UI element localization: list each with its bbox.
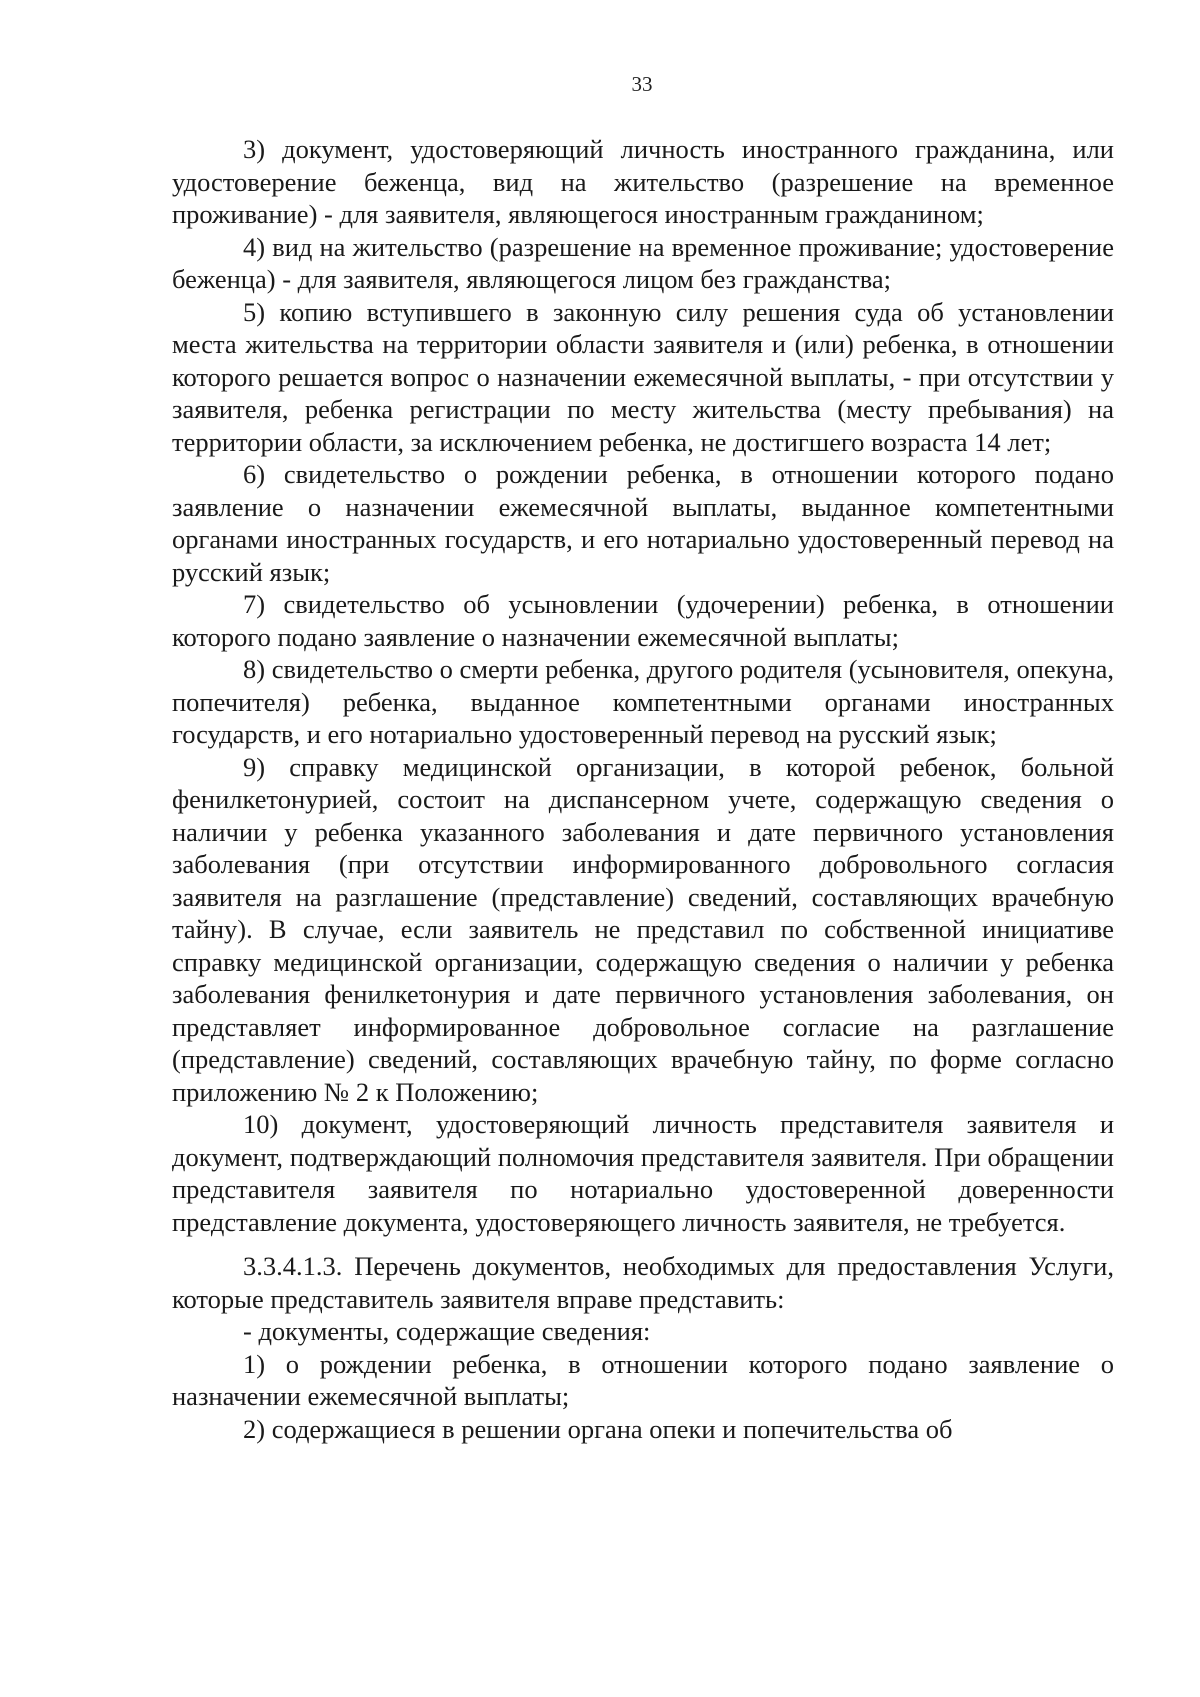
paragraph-item-6: 6) свидетельство о рождении ребенка, в отношении которого подано заявление о назначении ежемесячной выплаты, выданное компетентными органами иностранных государств, и его нотариально удостоверенный перевод на русский язык; bbox=[172, 459, 1114, 587]
paragraph-item-9: 9) справку медицинской организации, в которой ребенок, больной фенилкетонурией, состоит на диспансерном учете, содержащую сведения о наличии у ребенка указанного заболевания и дате первичного установления заболевания (при отсутствии информированного добровольного согласия заявителя на разглашение (представление) сведений, составляющих врачебную тайну). В случае, если заявитель не представил по собственной инициативе справку медицинской организации, содержащую сведения о наличии у ребенка заболевания фенилкетонурия и дате первичного установления заболевания, он представляет информированное добровольное согласие на разглашение (представление) сведений, составляющих врачебную тайну, по форме согласно приложению № 2 к Положению; bbox=[172, 751, 1114, 1107]
document-body bbox=[172, 133, 1114, 1445]
paragraph-item-7: 7) свидетельство об усыновлении (удочерении) ребенка, в отношении которого подано заявление о назначении ежемесячной выплаты; bbox=[172, 589, 1114, 652]
page-number: 33 bbox=[631, 72, 653, 96]
paragraph-item-3: 3) документ, удостоверяющий личность иностранного гражданина, или удостоверение беженца, вид на жительство (разрешение на временное проживание) - для заявителя, являющегося иностранным гражданином; bbox=[172, 134, 1114, 229]
section-heading-3-3-4-1-3: 3.3.4.1.3. Перечень документов, необходимых для предоставления Услуги, которые представитель заявителя вправе представить: bbox=[172, 1251, 1114, 1314]
list-intro: - документы, содержащие сведения: bbox=[243, 1316, 651, 1346]
paragraph-subitem-1: 1) о рождении ребенка, в отношении которого подано заявление о назначении ежемесячной выплаты; bbox=[172, 1348, 1114, 1411]
paragraph-item-10: 10) документ, удостоверяющий личность представителя заявителя и документ, подтверждающий полномочия представителя заявителя. При обращении представителя заявителя по нотариально удостоверенной доверенности представление документа, удостоверяющего личность заявителя, не требуется. bbox=[172, 1109, 1114, 1237]
paragraph-item-8: 8) свидетельство о смерти ребенка, другого родителя (усыновителя, опекуна, попечителя) ребенка, выданное компетентными органами иностранных государств, и его нотариально удостоверенный перевод на русский язык; bbox=[172, 654, 1114, 749]
paragraph-subitem-2: 2) содержащиеся в решении органа опеки и попечительства об bbox=[243, 1413, 953, 1444]
paragraph-item-4: 4) вид на жительство (разрешение на временное проживание; удостоверение беженца) - для заявителя, являющегося лицом без гражданства; bbox=[172, 231, 1114, 294]
paragraph-item-5: 5) копию вступившего в законную силу решения суда об установлении места жительства на территории области заявителя и (или) ребенка, в отношении которого решается вопрос о назначении ежемесячной выплаты, - при отсутствии у заявителя, ребенка регистрации по месту жительства (месту пребывания) на территории области, за исключением ребенка, не достигшего возраста 14 лет; bbox=[172, 296, 1114, 457]
